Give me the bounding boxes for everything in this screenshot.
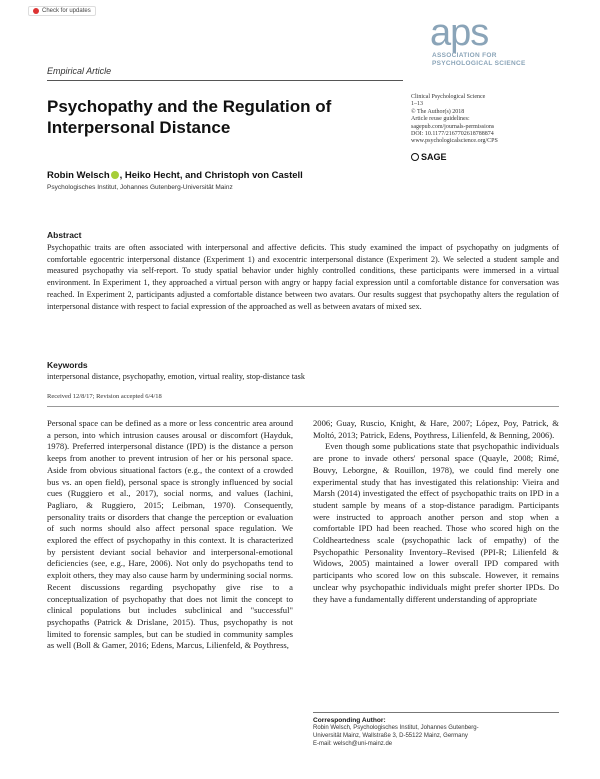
- journal-info: [411, 94, 581, 146]
- keywords-text: interpersonal distance, psychopathy, emotion, virtual reality, stop-distance task: [47, 372, 305, 381]
- journal-name: Clinical Psychological Science: [411, 94, 486, 100]
- permissions-link[interactable]: sagepub.com/journals-permissions: [411, 123, 495, 130]
- header-rule: [47, 80, 403, 81]
- aps-logo-mark: aps: [430, 12, 489, 54]
- body-paragraph: Personal space can be defined as a more or less concentric area around a person, into which intrusion causes arousal or discomfort (Hayduk, 1978). Preferred interpersonal distance (IPD) is the distance a person keeps from another to prevent intrusion of her or his personal space. Aside from obvious situational factors (e.g., the context of a crowded bus vs. an open field), personal space is strongly influenced by social cues (Ruggiero et al., 2017), social norms, and values (Iachini, Pagliaro, & Ruggiero, 2015; Leibman, 1970). Consequently, personality traits or disorders that change the perception or evaluation of such norms should also affect personal space regulation. We explored the effect of psychopathy in this context. It is characterized by persistent deviant social behavior and interpersonal-emotional deficiencies (see, e.g., Hare, 2006). Not only do psychopaths tend to exploit others, they may also cause harm by undermining social norms. Recent discussions regarding psychopathy give rise to a conceptualization of psychopathy that does not limit the concept to clinical populations but includes subclinical and "successful" psychopaths (Patrick & Drislane, 2015). Thus, psychopathy is not limited to forensic samples, but can be studied in community samples as well (Boll & Gamer, 2016; Edens, Marcus, Lilienfeld, & Poythress,: [47, 418, 293, 651]
- keywords-heading: Keywords: [47, 360, 88, 370]
- body-paragraph: 2006; Guay, Ruscio, Knight, & Hare, 2007; López, Poy, Patrick, & Moltó, 2013; Patrick, Edens, Poythress, Lilienfeld, & Benning, 2006).: [313, 418, 559, 440]
- doi[interactable]: DOI: 10.1177/2167702618788874: [411, 131, 494, 138]
- received-dates: Received 12/8/17; Revision accepted 6/4/18: [47, 393, 162, 400]
- sage-label: SAGE: [421, 152, 447, 162]
- corresponding-heading: Corresponding Author:: [313, 717, 386, 724]
- article-type: Empirical Article: [47, 66, 112, 76]
- journal-url[interactable]: www.psychologicalscience.org/CPS: [411, 138, 498, 145]
- author-list: [47, 170, 303, 181]
- update-icon: [33, 8, 39, 14]
- check-updates-label: Check for updates: [42, 8, 91, 14]
- abstract: [47, 230, 559, 312]
- corresponding-line: Universität Mainz, Wallstraße 3, D-55122 Mainz, Germany: [313, 733, 468, 739]
- sage-logo: [411, 152, 447, 162]
- aps-logo-line2: PSYCHOLOGICAL SCIENCE: [432, 60, 526, 67]
- body-paragraph: Even though some publications state that psychopathic individuals are prone to invade others' personal space (Quayle, 2008; Rimé, Bouvy, Leborgne, & Rouillon, 1978), we could find merely one experimental study that has investigated this relationship: Vieira and Marsh (2014) investigated the effect of psychopathic traits on IPD in a student sample by means of a stop-distance paradigm. Participants were instructed to approach another person and stop when a comfortable IPD had been reached. Those who scored high on the Coldheartedness scale (psychopathic lack of empathy) of the Psychopathic Personality Inventory–Revised (PPI-R; Lilienfeld & Widows, 2005) maintained a lower overall IPD compared with participants who scored low on this subscale. However, it remains unclear why psychopathic individuals might prefer shorter IPDs. Do they have a fundamentally different understanding of appropriate: [313, 441, 559, 604]
- reuse-label: Article reuse guidelines:: [411, 116, 470, 123]
- abstract-heading: Abstract: [47, 230, 82, 240]
- section-rule: [47, 406, 559, 407]
- article-title: Psychopathy and the Regulation of Interpersonal Distance: [47, 97, 332, 137]
- corresponding-line: Robin Welsch, Psychologisches Institut, Johannes Gutenberg-: [313, 725, 479, 731]
- copyright: © The Author(s) 2018: [411, 108, 465, 115]
- affiliation: Psychologisches Institut, Johannes Gutenberg-Universität Mainz: [47, 184, 233, 191]
- aps-logo-line1: ASSOCIATION FOR: [432, 52, 497, 59]
- author-1: Robin Welsch: [47, 170, 110, 181]
- aps-logo: [430, 14, 570, 68]
- orcid-icon[interactable]: [111, 171, 119, 179]
- body-column-right: [313, 418, 559, 605]
- body-column-left: [47, 418, 293, 652]
- sage-ring-icon: [411, 153, 419, 161]
- other-authors: , Heiko Hecht, and Christoph von Castell: [119, 170, 303, 181]
- check-for-updates-badge[interactable]: [28, 6, 96, 16]
- corresponding-email[interactable]: E-mail: welsch@uni-mainz.de: [313, 741, 393, 747]
- corresponding-author: [313, 712, 559, 748]
- abstract-text: Psychopathic traits are often associated with interpersonal and affective deficits. This study examined the impact of psychopathy on judgments of comfortable egocentric interpersonal distance (Experiment 1) and exocentric interpersonal distance (Experiment 2). We selected a student sample and measured psychopathy via self-report. To study spatial behavior under highly controlled conditions, these participants were immersed in a virtual environment. In Experiment 1, they approached a virtual person with angry or happy facial expression until a comfortable distance for conversation was reached. In Experiment 2, participants adjusted a comfortable distance between two avatars. Our results suggest that psychopathy alters the regulation of interpersonal distance with respect to facial expression of the approached as well as between avatars of mixed sex.: [47, 243, 559, 311]
- page-range: 1–13: [411, 101, 423, 108]
